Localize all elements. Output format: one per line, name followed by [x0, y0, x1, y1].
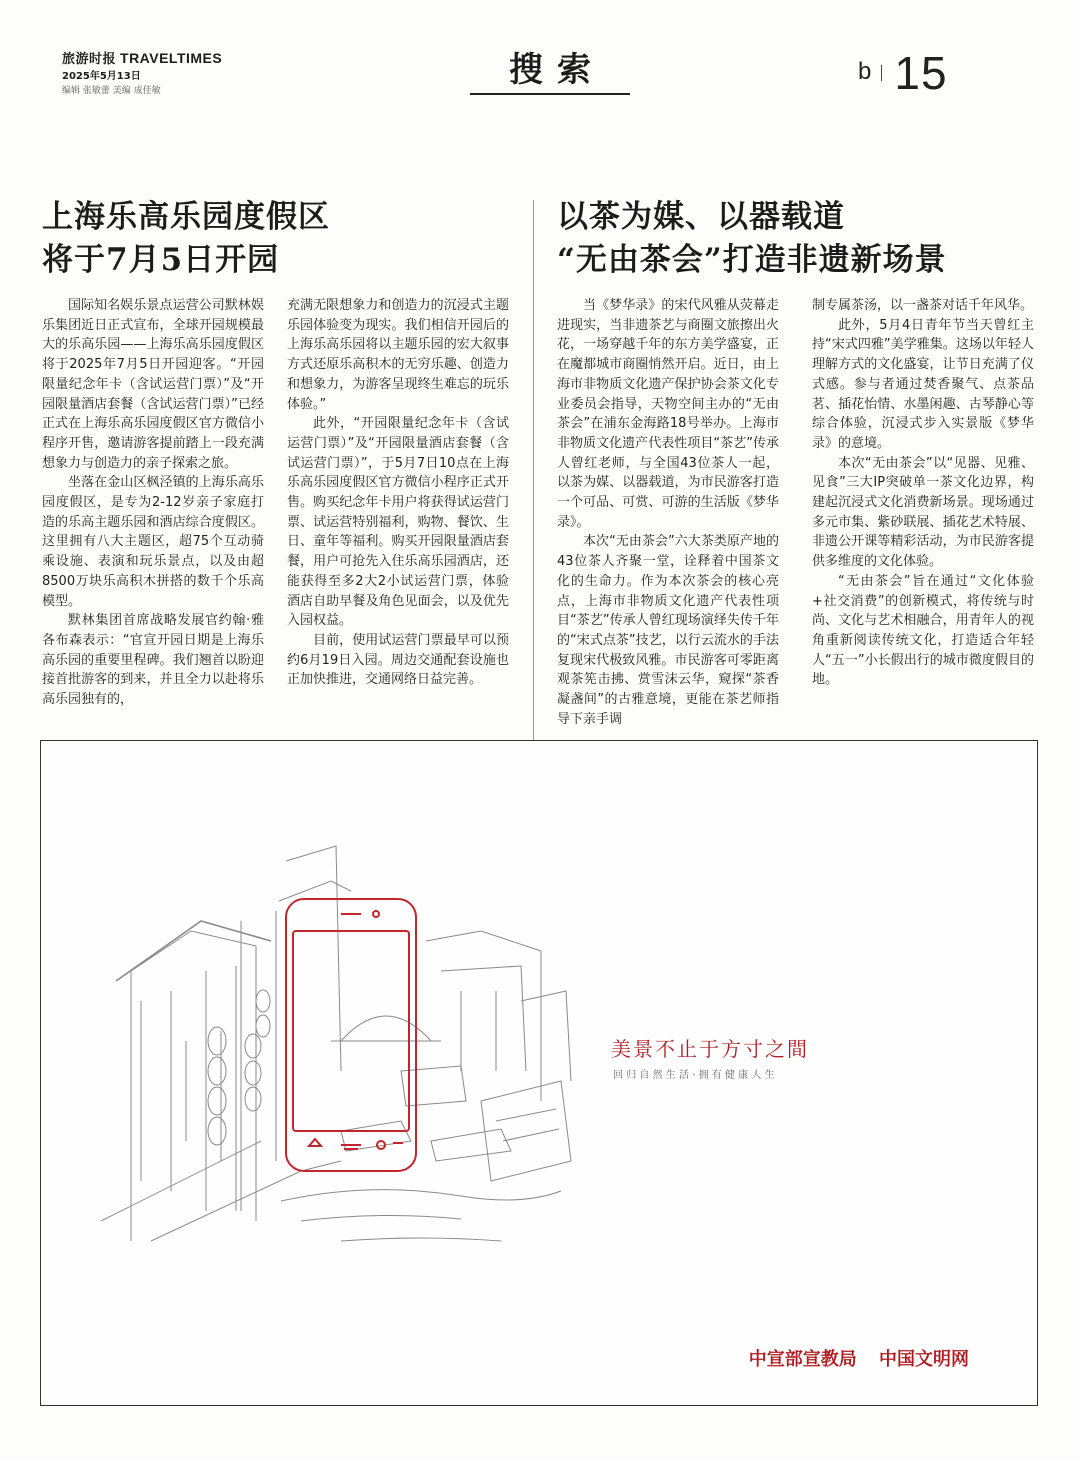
column-divider [533, 200, 534, 750]
paragraph: 国际知名娱乐景点运营公司默林娱乐集团近日正式宣布，全球开园规模最大的乐高乐园——上海乐高乐园度假区将于2025年7月5日开园迎客。“开园限量纪念年卡（含试运营门票）”及“开园限量酒店套餐（含试运营门票）”已经正式在上海乐高乐园度假区官方微信小程序开售，邀请游客提前踏上一段充满想象力与创造力的亲子探索之旅。 [42, 298, 264, 471]
paragraph: 充满无限想象力和创造力的沉浸式主题乐园体验变为现实。我们相信开园后的上海乐高乐园将以主题乐园的宏大叙事方式还原乐高积木的无穷乐趣、创造力和想象力，为游客呈现终生难忘的玩乐体验。” [287, 298, 509, 412]
article1-column-2 [287, 296, 509, 690]
brand-cn: 旅游时报 [62, 52, 117, 67]
ad-sponsor: 中宣部宣教局 中国文明网 [748, 1349, 969, 1370]
editor-credits: 编辑 张敏蕾 美编 成佳敏 [62, 86, 161, 96]
page-indicator [858, 46, 948, 100]
public-service-ad [40, 740, 1038, 1406]
edition-letter: b [858, 58, 872, 85]
page-divider [881, 65, 882, 81]
page-number: 15 [894, 47, 948, 99]
article2-column-2 [812, 296, 1034, 690]
article2-title-line1: 以茶为媒、以器载道 [557, 199, 845, 235]
paragraph: 此外，5月4日青年节当天曾红主持“宋式四雅”美学雅集。这场以年轻人理解方式的文化盛宴，让节日充满了仪式感。参与者通过焚香聚气、点茶品茗、插花怡情、水墨闲趣、古琴静心等综合体验，沉浸式步入实景版《梦华录》的意境。 [812, 317, 1034, 451]
phone-sketch-icon [41, 741, 1039, 1407]
article1-column-1 [42, 296, 264, 710]
article2-headline [557, 196, 1057, 282]
paragraph: 本次“无由茶会”六大茶类原产地的43位茶人齐聚一堂，诠释着中国茶文化的生命力。作为本次茶会的核心亮点，上海市非物质文化遗产代表性项目“茶艺”传承人曾红现场演绎失传千年的“宋式点茶”技艺，以行云流水的手法复现宋代极致风雅。市民游客可零距离观茶筅击拂、赏雪沫云华，窥探“茶香凝盏间”的古雅意境，更能在茶艺师指导下亲手调 [557, 534, 779, 727]
article1-headline [42, 196, 542, 282]
paragraph: “无由茶会”旨在通过“文化体验+社交消费”的创新模式，将传统与时尚、文化与艺术相融合，用青年人的视角重新阅读传统文化，打造适合年轻人“五一”小长假出行的城市微度假目的地。 [812, 573, 1034, 688]
paragraph: 此外，“开园限量纪念年卡（含试运营门票）”及“开园限量酒店套餐（含试运营门票）”，于5月7日10点在上海乐高乐园度假区官方微信小程序正式开售。购买纪念年卡用户将获得试运营门票、试运营特别福利，购物、餐饮、生日、童年等福利。购买开园限量酒店套餐，用户可抢先入住乐高乐园酒店，还能获得至多2大2小试运营门票，体验酒店自助早餐及角色见面会，以及优先入园权益。 [287, 416, 509, 629]
paragraph: 制专属茶汤，以一盏茶对话千年风华。 [812, 298, 1034, 313]
article1-title-line2: 将于7月5日开园 [42, 242, 280, 278]
brand-en: TRAVELTIMES [120, 50, 223, 66]
brand-logo [62, 48, 222, 67]
article1-title-line1: 上海乐高乐园度假区 [42, 199, 330, 235]
ad-subline: 回归自然生活·拥有健康人生 [613, 1070, 778, 1081]
section-title: 搜索 [509, 50, 605, 90]
paragraph: 本次“无由茶会”以“见器、见雅、见食”三大IP突破单一茶文化边界，构建起沉浸式文化消费新场景。现场通过多元市集、紫砂联展、插花艺术特展、非遗公开课等精彩活动，为市民游客提供多维度的文化体验。 [812, 455, 1034, 570]
paragraph: 当《梦华录》的宋代风雅从荧幕走进现实，当非遗茶艺与商圈文旅擦出火花，一场穿越千年的东方美学盛宴，正在魔都城市商圈悄然开启。近日，由上海市非物质文化遗产保护协会茶文化专业委员会指导，天物空间主办的“无由茶会”在浦东金海路18号举办。上海市非物质文化遗产代表性项目“茶艺”传承人曾红老师，与全国43位茶人一起，以茶为媒、以器载道，为市民游客打造一个可品、可赏、可游的生活版《梦华录》。 [557, 298, 779, 530]
ad-slogan: 美景不止于方寸之間 [611, 1037, 809, 1061]
paragraph: 默林集团首席战略发展官约翰·雅各布森表示：“官宣开园日期是上海乐高乐园的重要里程碑。我们翘首以盼迎接首批游客的到来，并且全力以赴将乐高乐园独有的， [42, 613, 264, 708]
article2-title-line2: “无由茶会”打造非遗新场景 [557, 242, 947, 278]
paragraph: 目前，使用试运营门票最早可以预约6月19日入园。周边交通配套设施也正加快推进，交通网络日益完善。 [287, 632, 509, 688]
publication-date: 2025年5月13日 [62, 71, 141, 82]
paragraph: 坐落在金山区枫泾镇的上海乐高乐园度假区，是专为2-12岁亲子家庭打造的乐高主题乐园和酒店综合度假区。这里拥有八大主题区，超75个互动骑乘设施、表演和玩乐景点，以及由超8500万块乐高积木拼搭的数千个乐高模型。 [42, 475, 264, 609]
article2-column-1 [557, 296, 779, 729]
section-rule [470, 93, 630, 95]
